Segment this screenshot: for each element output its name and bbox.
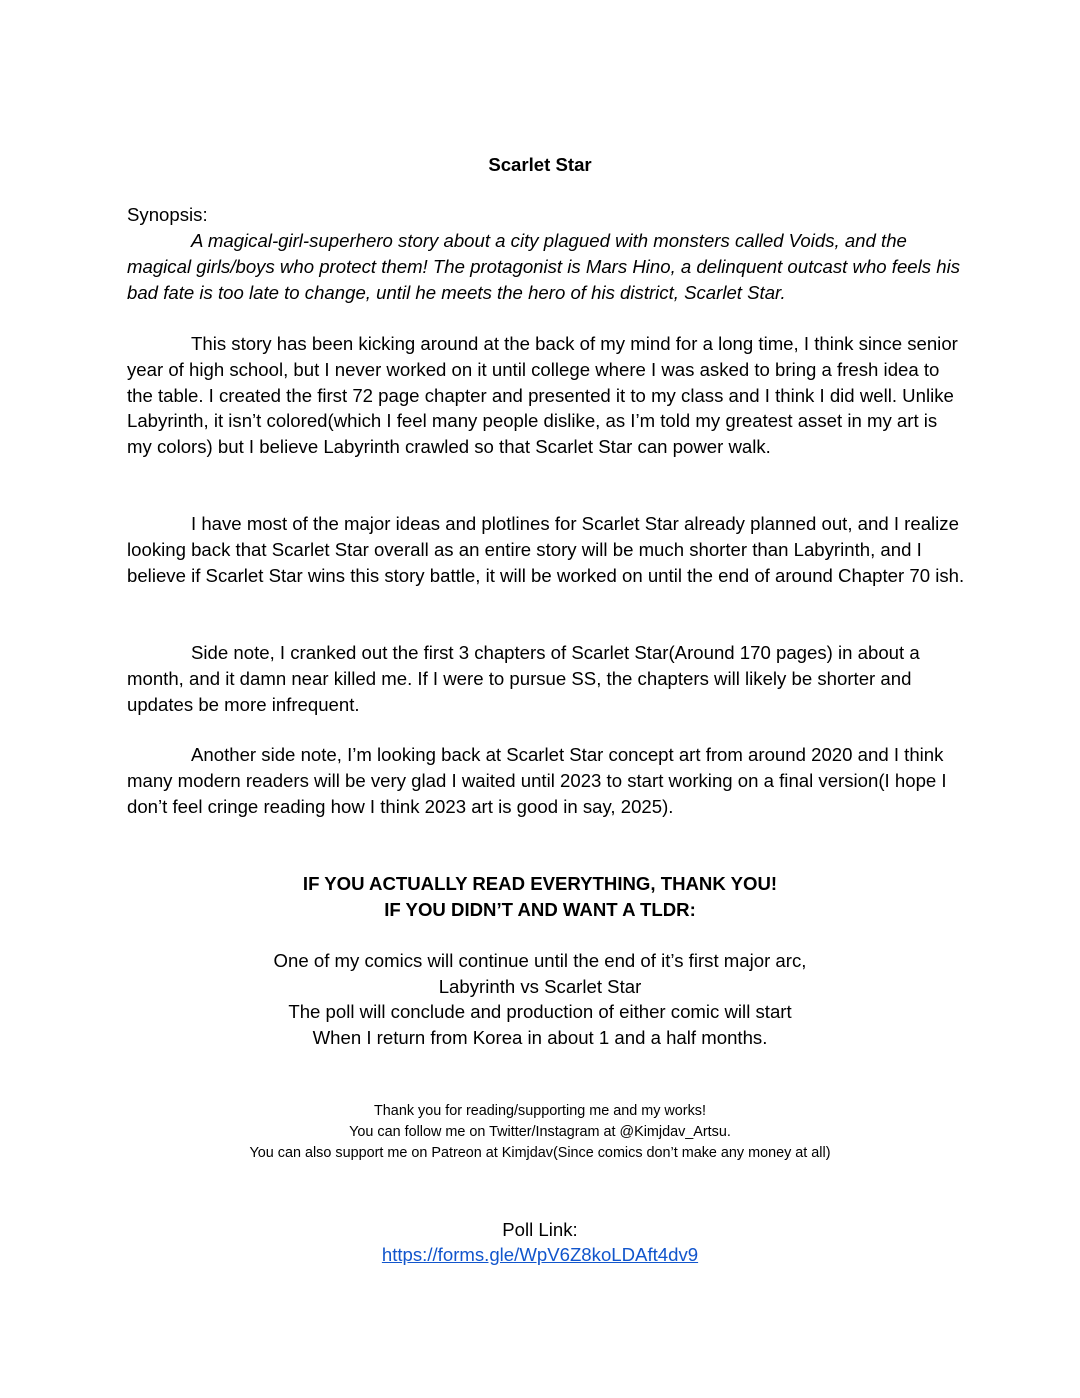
footer-line: You can follow me on Twitter/Instagram at @Kimjdav_Artsu. (349, 1124, 731, 1140)
page-title: Scarlet Star (488, 154, 592, 175)
poll-label: Poll Link: (502, 1219, 578, 1240)
paragraph-background: This story has been kicking around at the back of my mind for a long time, I think since senior year of high school, but I never worked on it until college where I was asked to bring a fresh idea to the table. I created the first 72 page chapter and presented it to my class and I think I did well. Unlike Labyrinth, it isn’t colored(which I feel many people dislike, as I’m told my greatest asset in my art is my colors) but I believe Labyrinth crawled so that Scarlet Star can power walk. (127, 333, 958, 458)
thanks-heading-1: IF YOU ACTUALLY READ EVERYTHING, THANK YOU! (302, 873, 778, 894)
paragraph-plans: I have most of the major ideas and plotlines for Scarlet Star already planned out, and I realize looking back that Scarlet Star overall as an entire story will be much shorter than Labyrinth, and I believe if Scarlet Star wins this story battle, it will be worked on until the end of around Chapter 70 ish. (127, 513, 965, 586)
tldr-line: The poll will conclude and production of either comic will start (288, 1001, 792, 1022)
thanks-heading-2: IF YOU DIDN’T AND WANT A TLDR: (384, 899, 696, 920)
footer-line: Thank you for reading/supporting me and my works! (374, 1103, 706, 1119)
paragraph-side-note: Side note, I cranked out the first 3 chapters of Scarlet Star(Around 170 pages) in about a month, and it damn near killed me. If I were to pursue SS, the chapters will likely be shorter and updates be more infrequent. (127, 642, 920, 715)
synopsis-label: Synopsis: (127, 204, 208, 225)
tldr-line: When I return from Korea in about 1 and a half months. (312, 1027, 768, 1048)
poll-link[interactable]: https://forms.gle/WpV6Z8koLDAft4dv9 (381, 1244, 699, 1265)
tldr-line: One of my comics will continue until the end of it’s first major arc, (273, 950, 807, 971)
poll-link-row (0, 1242, 1080, 1268)
synopsis-text: A magical-girl-superhero story about a city plagued with monsters called Voids, and the magical girls/boys who protect them! The protagonist is Mars Hino, a delinquent outcast who feels his bad fate is too late to change, until he meets the hero of his district, Scarlet Star. (127, 230, 960, 303)
paragraph-another-side-note: Another side note, I’m looking back at Scarlet Star concept art from around 2020 and I think many modern readers will be very glad I waited until 2023 to start working on a final version(I hope I don’t feel cringe reading how I think 2023 art is good in say, 2025). (127, 744, 947, 817)
footer-line: You can also support me on Patreon at Kimjdav(Since comics don’t make any money at all) (249, 1145, 831, 1161)
tldr-line: Labyrinth vs Scarlet Star (438, 976, 642, 997)
